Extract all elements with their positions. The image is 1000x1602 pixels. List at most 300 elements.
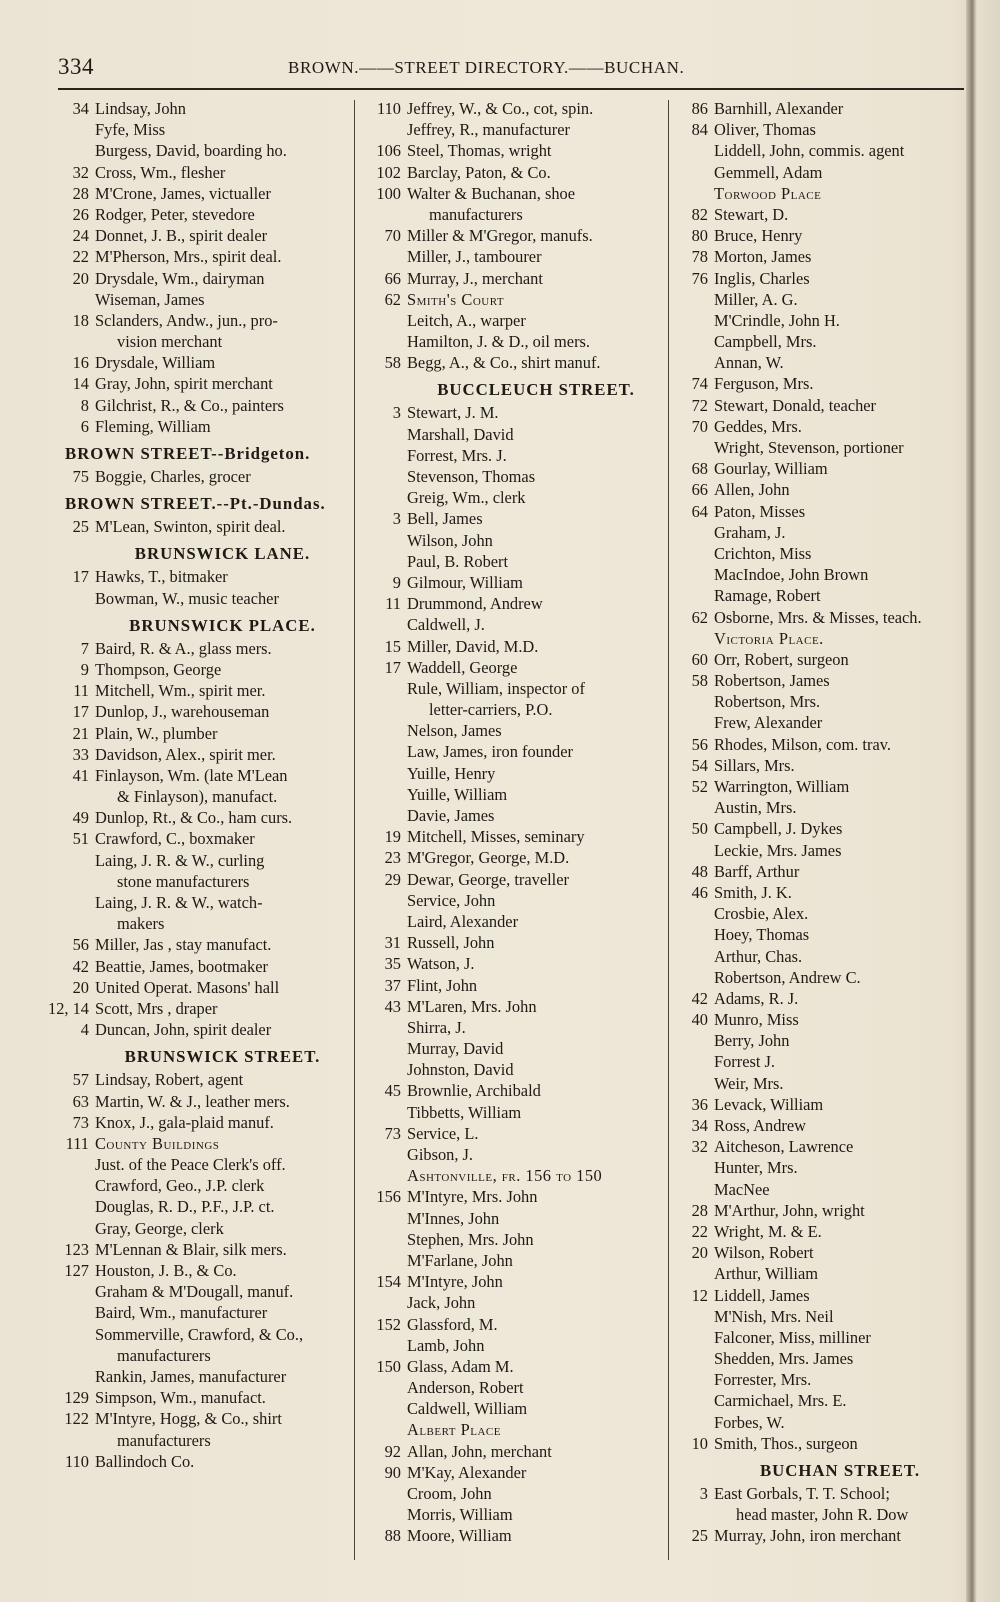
directory-entry (714, 1412, 966, 1433)
house-number: 62 (691, 607, 708, 627)
house-number: 70 (384, 226, 401, 246)
directory-entry (714, 331, 966, 352)
entry-text: M'Laren, Mrs. John (407, 996, 537, 1016)
house-number: 63 (72, 1091, 89, 1111)
directory-entry (407, 1419, 665, 1440)
entry-text: M'Intyre, John (407, 1272, 503, 1292)
entry-text: Yuille, William (407, 784, 508, 804)
house-number: 12 (691, 1285, 708, 1305)
house-number: 20 (72, 268, 89, 288)
house-number: 111 (65, 1133, 89, 1153)
directory-entry (384, 996, 665, 1017)
directory-entry (691, 225, 966, 246)
directory-entry (407, 1250, 665, 1271)
directory-entry (407, 720, 665, 741)
directory-entry (714, 1327, 966, 1348)
directory-entry (714, 310, 966, 331)
directory-entry (72, 765, 350, 786)
house-number: 11 (385, 594, 401, 614)
entry-text: Mitchell, Wm., spirit mer. (95, 681, 266, 701)
house-number: 25 (691, 1526, 708, 1546)
directory-entry (72, 466, 350, 487)
house-number: 154 (376, 1272, 401, 1292)
house-number: 73 (384, 1123, 401, 1143)
directory-entry (72, 204, 350, 225)
entry-text: Gilmour, William (407, 572, 523, 592)
directory-entry (407, 119, 665, 140)
entry-text: Drysdale, Wm., dairyman (95, 268, 265, 288)
directory-entry (72, 98, 350, 119)
entry-text: Barclay, Paton, & Co. (407, 162, 551, 182)
house-number: 43 (384, 996, 401, 1016)
entry-text: Barff, Arthur (714, 861, 800, 881)
directory-entry (691, 776, 966, 797)
house-number: 64 (691, 501, 708, 521)
directory-entry (714, 1369, 966, 1390)
house-number: 16 (72, 353, 89, 373)
directory-entry (407, 466, 665, 487)
entry-text: M'Intyre, Mrs. John (407, 1187, 538, 1207)
directory-entry (384, 1525, 665, 1546)
entry-text: Plain, W., plumber (95, 723, 218, 743)
house-number: 35 (384, 954, 401, 974)
house-number: 36 (691, 1094, 708, 1114)
entry-text: Marshall, David (407, 424, 514, 444)
entry-text: Moore, William (407, 1526, 512, 1546)
entry-text: Murray, David (407, 1039, 504, 1059)
house-number: 58 (384, 353, 401, 373)
directory-entry (72, 828, 350, 849)
entry-text: makers (117, 914, 165, 934)
directory-entry (691, 1433, 966, 1454)
directory-entry (95, 850, 350, 871)
entry-text: Gilchrist, R., & Co., painters (95, 395, 284, 415)
directory-entry (691, 734, 966, 755)
entry-text: Paul, B. Robert (407, 551, 509, 571)
house-number: 17 (384, 657, 401, 677)
directory-entry (64, 1408, 350, 1429)
entry-text: Munro, Miss (714, 1010, 799, 1030)
directory-entry (72, 566, 350, 587)
entry-text: Fyfe, Miss (95, 120, 166, 140)
entry-text: Laird, Alexander (407, 911, 519, 931)
directory-entry (407, 699, 665, 720)
entry-text: Scott, Mrs , draper (95, 998, 218, 1018)
directory-entry (714, 1051, 966, 1072)
directory-entry (72, 701, 350, 722)
entry-text: Simpson, Wm., manufact. (95, 1388, 266, 1408)
house-number: 60 (691, 649, 708, 669)
entry-text: Wiseman, James (95, 289, 205, 309)
entry-text: Stevenson, Thomas (407, 467, 536, 486)
house-number: 48 (691, 861, 708, 881)
directory-entry (407, 1377, 665, 1398)
entry-text: Hunter, Mrs. (714, 1158, 798, 1178)
directory-entry (64, 1239, 350, 1260)
house-number: 100 (376, 183, 401, 203)
entry-text: Murray, J., merchant (407, 268, 543, 288)
directory-entry (384, 352, 665, 373)
directory-entry (384, 268, 665, 289)
directory-entry (377, 98, 665, 119)
house-number: 37 (384, 975, 401, 995)
entry-text: Ballindoch Co. (95, 1451, 195, 1471)
entry-text: Stewart, Donald, teacher (714, 395, 877, 415)
entry-text: Miller, J., tambourer (407, 247, 542, 267)
directory-entry (376, 183, 665, 204)
directory-entry (714, 1030, 966, 1051)
house-number: 3 (699, 1484, 708, 1503)
entry-text: Barnhill, Alexander (714, 99, 844, 118)
street-heading: BUCHAN STREET. (759, 1461, 921, 1480)
directory-entry (691, 882, 966, 903)
directory-entry (691, 268, 966, 289)
directory-entry (714, 1504, 966, 1525)
entry-text: Laing, J. R. & W., watch- (95, 893, 263, 912)
house-number: 66 (384, 268, 401, 288)
house-number: 23 (384, 848, 401, 868)
directory-entry (95, 140, 350, 161)
house-number: 72 (691, 395, 708, 415)
house-number: 18 (72, 310, 89, 330)
entry-text: Crichton, Miss (714, 543, 812, 563)
entry-text: Tibbetts, William (407, 1102, 522, 1122)
directory-entry (376, 1271, 665, 1292)
house-number: 49 (72, 808, 89, 828)
place-subheading: Torwood Place (714, 183, 822, 203)
entry-text: Forrest J. (714, 1052, 776, 1072)
street-heading: BRUNSWICK STREET. (124, 1047, 321, 1067)
entry-text: Caldwell, J. (407, 615, 485, 635)
entry-text: Forrest, Mrs. J. (407, 445, 507, 465)
directory-entry (384, 225, 665, 246)
directory-entry (407, 805, 665, 826)
directory-entry (691, 818, 966, 839)
entry-text: M'Crone, James, victualler (95, 183, 271, 203)
entry-text: vision merchant (117, 332, 223, 352)
directory-entry (714, 967, 966, 988)
house-number: 31 (384, 933, 401, 953)
directory-entry (714, 1390, 966, 1411)
directory-entry (72, 956, 350, 977)
entry-text: Allan, John, merchant (407, 1441, 552, 1461)
entry-text: Warrington, William (714, 777, 850, 796)
directory-entry (714, 1263, 966, 1284)
directory-entry (392, 508, 665, 529)
directory-entry (407, 1208, 665, 1229)
directory-entry (714, 1348, 966, 1369)
house-number: 52 (691, 777, 708, 796)
directory-entry (95, 331, 350, 352)
directory-entry (72, 807, 350, 828)
entry-text: Frew, Alexander (714, 713, 823, 733)
entry-text: Leckie, Mrs. James (714, 840, 842, 860)
house-number: 156 (376, 1187, 401, 1207)
directory-entry (691, 1242, 966, 1263)
entry-text: Wright, Stevenson, portioner (714, 438, 904, 457)
house-number: 11 (73, 681, 89, 701)
entry-text: Annan, W. (714, 353, 784, 373)
directory-entry (407, 331, 665, 352)
directory-entry (384, 1123, 665, 1144)
directory-entry (407, 890, 665, 911)
entry-text: Dunlop, Rt., & Co., ham curs. (95, 808, 293, 828)
place-subheading: Smith's Court (407, 289, 505, 309)
entry-text: Gemmell, Adam (714, 162, 823, 182)
entry-text: Campbell, J. Dykes (714, 819, 843, 839)
house-number: 3 (392, 509, 401, 529)
entry-text: Yuille, Henry (407, 763, 496, 783)
directory-entry (95, 1345, 350, 1366)
directory-entry (407, 1102, 665, 1123)
directory-entry (691, 1009, 966, 1030)
entry-text: Arthur, William (714, 1264, 818, 1284)
house-number: 102 (376, 162, 401, 182)
entry-text: Adams, R. J. (714, 988, 799, 1008)
directory-entry (376, 162, 665, 183)
entry-text: Forbes, W. (714, 1412, 785, 1432)
house-number: 33 (72, 744, 89, 764)
directory-entry (691, 501, 966, 522)
entry-text: Falconer, Miss, milliner (714, 1327, 871, 1347)
entry-text: Burgess, David, boarding ho. (95, 141, 287, 161)
entry-text: M'Gregor, George, M.D. (407, 848, 570, 868)
directory-entry (714, 352, 966, 373)
entry-text: Liddell, John, commis. agent (714, 141, 905, 161)
entry-text: Anderson, Robert (407, 1378, 524, 1398)
directory-entry (407, 614, 665, 635)
house-number: 45 (384, 1081, 401, 1101)
entry-text: Bruce, Henry (714, 226, 803, 246)
entry-text: Allen, John (714, 480, 790, 500)
entry-text: Rhodes, Milson, com. trav. (714, 734, 891, 754)
house-number: 88 (384, 1526, 401, 1546)
house-number: 32 (72, 162, 89, 182)
house-number: 20 (72, 977, 89, 997)
directory-entry (714, 1073, 966, 1094)
house-number: 56 (691, 734, 708, 754)
house-number: 75 (72, 467, 89, 486)
entry-text: Ramage, Robert (714, 586, 821, 606)
directory-entry (65, 1451, 350, 1472)
directory-entry (691, 373, 966, 394)
street-heading: BRUNSWICK PLACE. (129, 615, 316, 635)
entry-text: Bell, James (407, 509, 483, 529)
entry-text: Stewart, J. M. (407, 403, 499, 423)
entry-text: Baird, R. & A., glass mers. (95, 638, 272, 658)
directory-entry (407, 246, 665, 267)
directory-entry (72, 225, 350, 246)
directory-entry (691, 204, 966, 225)
column-right (691, 98, 966, 1547)
directory-entry (407, 1144, 665, 1165)
entry-text: Carmichael, Mrs. E. (714, 1391, 847, 1411)
entry-text: Miller, A. G. (714, 289, 798, 309)
entry-text: Dewar, George, traveller (407, 869, 569, 889)
entry-text: Baird, Wm., manufacturer (95, 1303, 268, 1323)
directory-entry (95, 1175, 350, 1196)
entry-text: M'Lennan & Blair, silk mers. (95, 1239, 287, 1259)
directory-entry (376, 1314, 665, 1335)
entry-text: Bowman, W., music teacher (95, 588, 279, 608)
directory-entry (73, 680, 350, 701)
directory-entry (407, 424, 665, 445)
house-number: 50 (691, 819, 708, 839)
entry-text: M'Intyre, Hogg, & Co., shirt (95, 1409, 282, 1429)
entry-text: Paton, Misses (714, 501, 806, 521)
directory-entry (407, 741, 665, 762)
directory-entry (714, 140, 966, 161)
entry-text: Ferguson, Mrs. (714, 374, 814, 394)
directory-entry (72, 1069, 350, 1090)
entry-text: Stephen, Mrs. John (407, 1229, 534, 1249)
entry-text: Jeffrey, W., & Co., cot, spin. (407, 99, 594, 118)
entry-text: Thompson, George (95, 659, 222, 679)
directory-entry (384, 636, 665, 657)
directory-entry (95, 1218, 350, 1239)
directory-entry (691, 416, 966, 437)
running-head: BROWN.——STREET DIRECTORY.——BUCHAN. (288, 58, 685, 77)
directory-entry (72, 246, 350, 267)
entry-text: Dunlop, J., warehouseman (95, 702, 270, 722)
house-number: 34 (72, 99, 89, 118)
entry-text: Brownlie, Archibald (407, 1081, 541, 1101)
entry-text: M'Innes, John (407, 1208, 500, 1228)
entry-text: & Finlayson), manufact. (117, 787, 278, 807)
house-number: 66 (691, 480, 708, 500)
entry-text: Fleming, William (95, 416, 211, 436)
directory-entry (48, 998, 350, 1019)
house-number: 86 (691, 99, 708, 118)
directory-entry (72, 352, 350, 373)
house-number: 29 (384, 869, 401, 889)
entry-text: Davidson, Alex., spirit mer. (95, 744, 276, 764)
page-number: 334 (58, 54, 94, 79)
entry-text: Johnston, David (407, 1060, 514, 1080)
directory-entry (95, 913, 350, 934)
directory-entry (691, 607, 966, 628)
house-number: 73 (72, 1112, 89, 1132)
entry-text: Sclanders, Andw., jun., pro- (95, 310, 278, 330)
entry-text: MacNee (714, 1179, 770, 1199)
house-number: 4 (80, 1020, 89, 1040)
directory-entry (714, 924, 966, 945)
column-middle (376, 98, 665, 1547)
house-number: 17 (72, 702, 89, 722)
directory-entry (384, 657, 665, 678)
directory-entry (699, 1483, 966, 1504)
entry-text: Drysdale, William (95, 353, 216, 373)
directory-entry (95, 892, 350, 913)
directory-entry (407, 487, 665, 508)
house-number: 150 (376, 1356, 401, 1376)
directory-entry (80, 659, 350, 680)
entry-text: Sillars, Mrs. (714, 755, 795, 775)
house-number: 70 (691, 416, 708, 436)
house-number: 68 (691, 459, 708, 479)
entry-text: Austin, Mrs. (714, 798, 797, 818)
directory-entry (384, 1080, 665, 1101)
entry-text: Ross, Andrew (714, 1116, 806, 1135)
house-number: 57 (72, 1070, 89, 1090)
house-number: 106 (376, 141, 401, 161)
directory-entry (95, 588, 350, 609)
entry-text: Robertson, James (714, 671, 830, 691)
house-number: 110 (65, 1451, 89, 1471)
directory-entry (384, 289, 665, 310)
place-subheading: Victoria Place. (714, 628, 824, 648)
directory-entry (714, 946, 966, 967)
house-number: 84 (691, 120, 708, 140)
directory-entry (385, 593, 665, 614)
house-number: 122 (64, 1409, 89, 1429)
entry-text: Morris, William (407, 1505, 513, 1525)
entry-text: Smith, Thos., surgeon (714, 1433, 858, 1453)
entry-text: Steel, Thomas, wright (407, 141, 552, 161)
entry-text: Miller, Jas , stay manufact. (95, 935, 272, 955)
house-number: 74 (691, 374, 708, 394)
entry-text: Morton, James (714, 247, 812, 267)
directory-entry (407, 530, 665, 551)
directory-entry (714, 162, 966, 183)
directory-entry (407, 1038, 665, 1059)
entry-text: Just. of the Peace Clerk's off. (95, 1155, 286, 1175)
entry-text: Leitch, A., warper (407, 310, 526, 330)
directory-entry (72, 723, 350, 744)
house-number: 28 (691, 1200, 708, 1220)
house-number: 9 (392, 572, 401, 592)
entry-text: Miller, David, M.D. (407, 636, 539, 656)
directory-entry (714, 840, 966, 861)
entry-text: Glassford, M. (407, 1314, 498, 1334)
directory-entry (384, 953, 665, 974)
entry-text: Graham & M'Dougall, manuf. (95, 1282, 294, 1302)
directory-entry (392, 572, 665, 593)
directory-entry (95, 119, 350, 140)
entry-text: Mitchell, Misses, seminary (407, 827, 585, 847)
entry-text: Aitcheson, Lawrence (714, 1137, 854, 1157)
directory-entry (691, 988, 966, 1009)
directory-entry (691, 98, 966, 119)
directory-entry (407, 1483, 665, 1504)
page-edge (966, 0, 1000, 1602)
entry-text: stone manufacturers (117, 871, 250, 891)
entry-text: Sommerville, Crawford, & Co., (95, 1324, 304, 1344)
directory-entry (72, 744, 350, 765)
entry-text: Nelson, James (407, 721, 502, 741)
entry-text: M'Farlane, John (407, 1250, 513, 1270)
house-number: 24 (72, 226, 89, 246)
entry-text: Berry, John (714, 1031, 790, 1051)
house-number: 82 (691, 204, 708, 224)
entry-text: Graham, J. (714, 522, 786, 542)
directory-entry (714, 903, 966, 924)
directory-entry (95, 289, 350, 310)
directory-entry (72, 977, 350, 998)
entry-text: Wilson, John (407, 530, 493, 550)
entry-text: Inglis, Charles (714, 268, 810, 288)
directory-entry (376, 1186, 665, 1207)
directory-entry (407, 1504, 665, 1525)
entry-text: Duncan, John, spirit dealer (95, 1020, 272, 1040)
entry-text: Hoey, Thomas (714, 925, 810, 945)
entry-text: Campbell, Mrs. (714, 332, 817, 352)
entry-text: MacIndoe, John Brown (714, 565, 869, 585)
house-number: 26 (72, 204, 89, 224)
directory-entry (691, 755, 966, 776)
directory-entry (80, 1019, 350, 1040)
directory-entry (72, 934, 350, 955)
